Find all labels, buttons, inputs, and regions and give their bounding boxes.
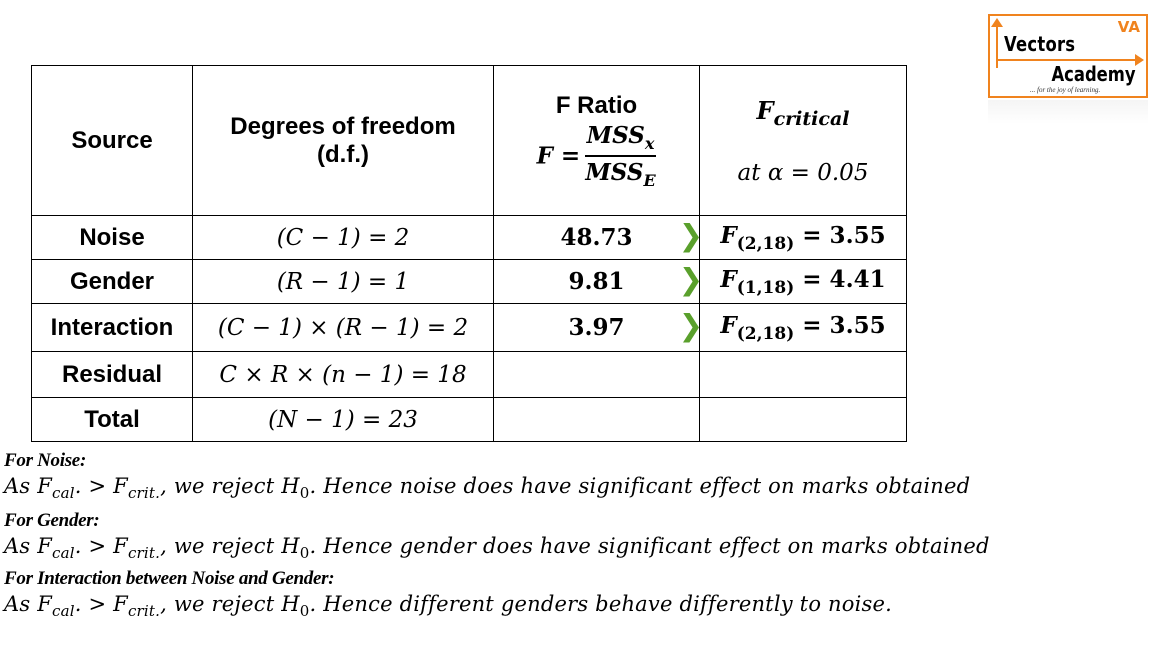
row-fcrit-interaction: [700, 304, 907, 352]
stmt-prefix: As F: [4, 534, 52, 558]
f-fraction: [585, 122, 657, 190]
f-num-text: MSS: [586, 121, 645, 149]
fcrit-f: F: [720, 221, 737, 249]
header-f-ratio-label: F Ratio: [555, 91, 638, 119]
fcrit-value: = 3.55: [802, 221, 886, 249]
fcrit-main: F: [756, 95, 774, 125]
header-df: [193, 66, 494, 216]
stmt-prefix: As F: [4, 592, 52, 616]
stmt-tail: . Hence gender does have significant effect on marks obtained: [309, 534, 990, 558]
interaction-heading: For Interaction between Noise and Gender:: [4, 568, 335, 589]
table-row: [32, 398, 907, 442]
stmt-reject: , we reject H: [160, 474, 300, 498]
stmt-mid: . > F: [74, 474, 128, 498]
logo-reflection: [988, 100, 1148, 124]
fcrit-f: F: [720, 265, 737, 293]
stmt-cal-sub: cal: [52, 484, 75, 502]
logo-tagline: ... for the joy of learning.: [1030, 86, 1101, 94]
logo-line2: Academy: [1051, 62, 1136, 86]
interaction-statement: [4, 592, 1164, 620]
stmt-reject: , we reject H: [160, 592, 300, 616]
table-row: [32, 260, 907, 304]
stmt-mid: . > F: [74, 534, 128, 558]
header-df-line2: (d.f.): [317, 140, 369, 168]
stmt-h-sub: 0: [299, 602, 310, 620]
stmt-crit-sub: crit.: [127, 544, 161, 562]
row-fcrit-noise: [700, 216, 907, 260]
f-formula-lhs: F =: [536, 142, 581, 169]
table-row: [32, 216, 907, 260]
fcrit-sub: critical: [773, 107, 850, 130]
stmt-cal-sub: cal: [52, 544, 75, 562]
table-header-row: [32, 66, 907, 216]
row-f-gender: 9.81: [494, 260, 700, 304]
f-den-sub: E: [643, 170, 656, 190]
row-df-interaction: (C − 1) × (R − 1) = 2: [193, 304, 494, 352]
row-f-residual: [494, 352, 700, 398]
row-f-interaction: 3.97: [494, 304, 700, 352]
row-df-total: (N − 1) = 23: [193, 398, 494, 442]
f-formula: [494, 122, 699, 190]
logo-arrow-right-icon: [996, 59, 1136, 61]
conclusions: [4, 450, 1164, 620]
noise-statement: [4, 474, 1164, 502]
noise-heading: For Noise:: [4, 450, 86, 471]
gender-statement: [4, 534, 1164, 562]
gender-heading: For Gender:: [4, 510, 100, 531]
stmt-reject: , we reject H: [160, 534, 300, 558]
table-row: [32, 352, 907, 398]
stmt-crit-sub: crit.: [127, 484, 161, 502]
stmt-crit-sub: crit.: [127, 602, 161, 620]
stmt-tail: . Hence noise does have significant effect on marks obtained: [309, 474, 971, 498]
fcrit-value: = 3.55: [802, 311, 886, 339]
f-num-sub: x: [644, 133, 655, 153]
row-df-gender: (R − 1) = 1: [193, 260, 494, 304]
anova-table: [31, 65, 907, 442]
table-row: [32, 304, 907, 352]
stmt-h-sub: 0: [299, 484, 310, 502]
row-fcrit-total: [700, 398, 907, 442]
logo-line1: Vectors: [1004, 32, 1076, 56]
row-f-noise: 48.73: [494, 216, 700, 260]
stmt-mid: . > F: [74, 592, 128, 616]
fcrit-df-sub: (1,18): [736, 277, 795, 298]
alpha-level: at α = 0.05: [737, 159, 869, 186]
stmt-prefix: As F: [4, 474, 52, 498]
logo-arrow-up-icon: [996, 26, 998, 68]
vectors-academy-logo: [988, 14, 1148, 98]
f-numerator: [585, 122, 657, 157]
row-fcrit-residual: [700, 352, 907, 398]
row-source-total: Total: [32, 398, 193, 442]
row-source-gender: Gender: [32, 260, 193, 304]
fcrit-f: F: [720, 311, 737, 339]
fcrit-df-sub: (2,18): [736, 233, 795, 254]
stmt-h-sub: 0: [299, 544, 310, 562]
fcrit-value: = 4.41: [802, 265, 886, 293]
header-df-line1: Degrees of freedom: [230, 112, 456, 140]
row-source-interaction: Interaction: [32, 304, 193, 352]
row-f-total: [494, 398, 700, 442]
stmt-cal-sub: cal: [52, 602, 75, 620]
f-denominator: [585, 157, 657, 190]
header-f-ratio: [494, 66, 700, 216]
stmt-tail: . Hence different genders behave differently to noise.: [309, 592, 892, 616]
row-fcrit-gender: [700, 260, 907, 304]
header-source-label: Source: [71, 126, 153, 154]
header-source: [32, 66, 193, 216]
fcrit-df-sub: (2,18): [736, 323, 795, 344]
fcrit-heading: [700, 96, 906, 130]
f-den-text: MSS: [585, 158, 644, 186]
row-df-noise: (C − 1) = 2: [193, 216, 494, 260]
row-source-residual: Residual: [32, 352, 193, 398]
logo-badge: VA: [1117, 18, 1140, 36]
header-fcritical: [700, 66, 907, 216]
row-source-noise: Noise: [32, 216, 193, 260]
row-df-residual: C × R × (n − 1) = 18: [193, 352, 494, 398]
